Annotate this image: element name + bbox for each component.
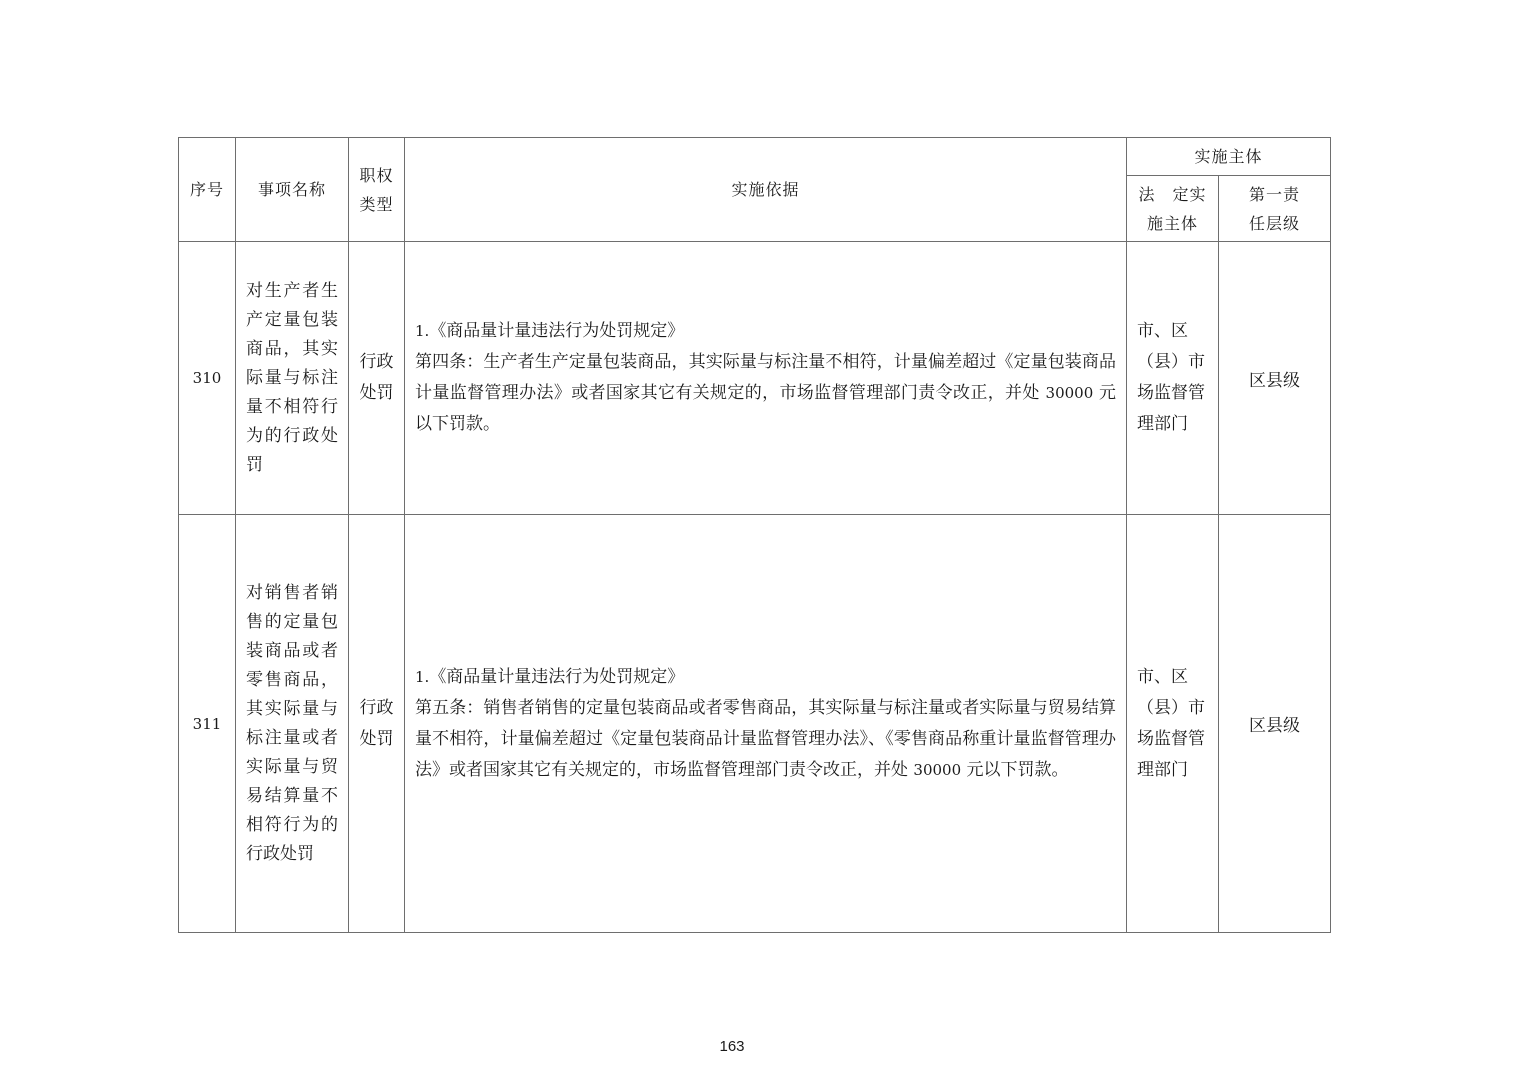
basis-title-line (415, 662, 1116, 693)
row-legal-subject: 市、区（县）市场监督管理部门 (1127, 242, 1219, 515)
header-item-name: 事项名称 (236, 138, 349, 242)
basis-title-num: 1. (415, 322, 430, 340)
basis-amount: 30000 (913, 760, 962, 779)
header-first-level: 第一责任层级 (1219, 176, 1331, 242)
row-legal-subject: 市、区（县）市场监督管理部门 (1127, 515, 1219, 933)
row-seq: 311 (179, 515, 236, 933)
row-item-name: 对生产者生产定量包装商品，其实际量与标注量不相符行为的行政处罚 (236, 242, 349, 515)
page-number: 163 (719, 1038, 745, 1055)
basis-title: 《商品量计量违法行为处罚规定》 (429, 666, 685, 687)
header-basis: 实施依据 (405, 138, 1127, 242)
header-row (179, 138, 1331, 176)
enforcement-table (178, 137, 1331, 933)
row-seq: 310 (179, 242, 236, 515)
header-power-type: 职权类型 (349, 138, 405, 242)
basis-tail: 元以下罚款。 (966, 759, 1069, 780)
basis-title: 《商品量计量违法行为处罚规定》 (429, 321, 685, 341)
basis-text: 第五条：销售者销售的定量包装商品或者零售商品，其实际量与标注量或者实际量与贸易结算量不相符，计量偏差超过《定量包装商品计量监督管理办法》、《零售商品称重计量监督管理办法》或者国家其它有关规定的，市场监督管理部门责令改正，并处 (415, 697, 1116, 780)
row-basis (405, 515, 1127, 933)
basis-title-line (415, 316, 1116, 347)
row-first-level: 区县级 (1219, 242, 1331, 515)
header-legal-subject: 法 定实施主体 (1127, 176, 1219, 242)
basis-title-num: 1. (415, 667, 430, 686)
table-row (179, 242, 1331, 515)
basis-amount: 30000 (1045, 384, 1094, 402)
row-basis (405, 242, 1127, 515)
row-first-level: 区县级 (1219, 515, 1331, 933)
row-power-type: 行政处罚 (349, 515, 405, 933)
row-power-type: 行政处罚 (349, 242, 405, 515)
basis-text: 第四条：生产者生产定量包装商品，其实际量与标注量不相符，计量偏差超过《定量包装商品计量监督管理办法》或者国家其它有关规定的，市场监督管理部门责令改正，并处 (415, 352, 1116, 403)
row-item-name: 对销售者销售的定量包装商品或者零售商品，其实际量与标注量或者实际量与贸易结算量不相符行为的行政处罚 (236, 515, 349, 933)
table-row (179, 515, 1331, 933)
header-seq: 序号 (179, 138, 236, 242)
basis-tail: 元以下罚款。 (415, 383, 1117, 434)
header-subject-group: 实施主体 (1127, 138, 1331, 176)
